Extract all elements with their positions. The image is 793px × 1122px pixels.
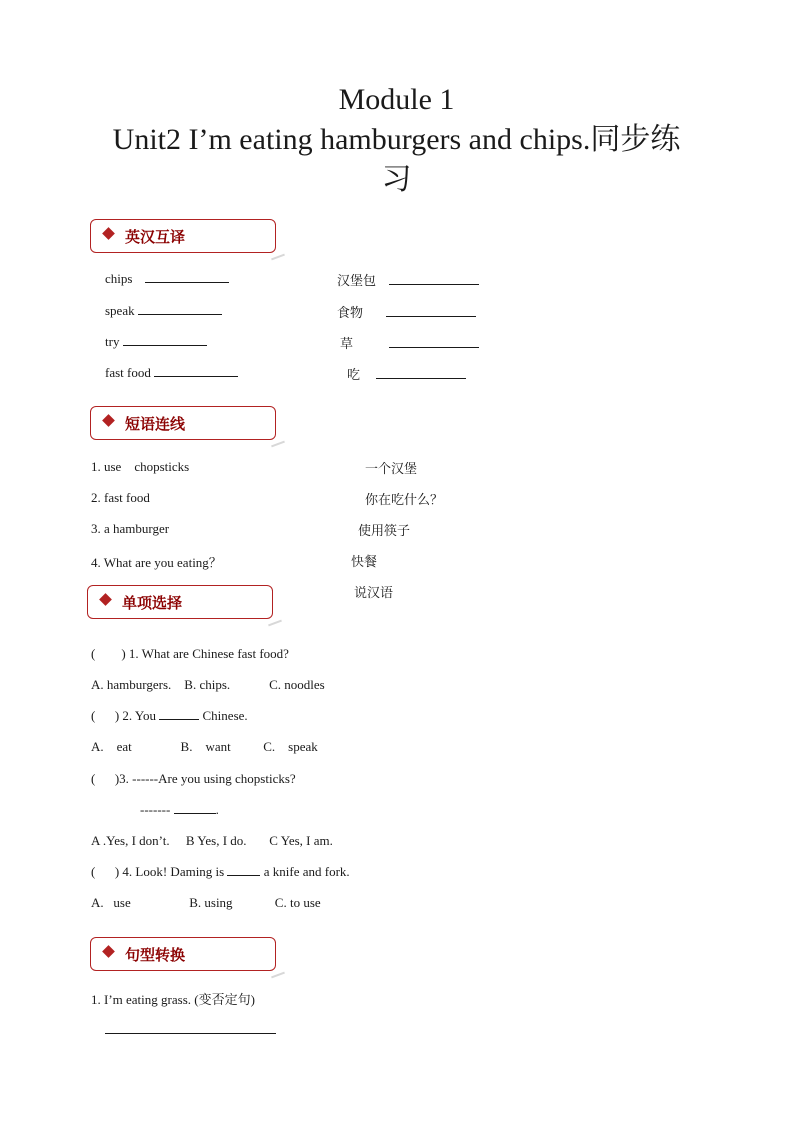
question-text: Chinese. (202, 708, 248, 723)
answer-blank[interactable] (174, 802, 216, 814)
answer-blank[interactable] (138, 303, 222, 315)
translate-item (347, 364, 466, 383)
title-unit-cont: 习 (381, 163, 412, 196)
question-4-options: A. use B. using C. to use (91, 895, 321, 910)
word: chips (105, 271, 133, 286)
match-left-item[interactable]: 4. What are you eating？ (91, 555, 222, 570)
translate-item (105, 271, 229, 287)
question-4 (91, 864, 350, 880)
word: 草 (340, 337, 354, 352)
answer-blank[interactable] (389, 336, 479, 348)
section-header-choice (87, 585, 273, 619)
question-1-options: A. hamburgers. B. chips. C. noodles (91, 677, 325, 692)
match-right-item[interactable]: 一个汉堡 (365, 462, 418, 477)
translate-item (105, 303, 222, 319)
answer-blank[interactable] (154, 365, 238, 377)
question-3-options: A .Yes, I don’t. B Yes, I do. C Yes, I am. (91, 833, 333, 848)
question-text: ------- (140, 802, 174, 817)
section-title: 单项选择 (122, 594, 183, 612)
diamond-icon (102, 414, 115, 427)
question-text: ( ) 4. Look! Daming is (91, 864, 225, 879)
answer-blank[interactable] (123, 334, 207, 346)
translate-item (340, 333, 479, 352)
answer-blank[interactable] (376, 367, 466, 379)
question-1: ( ) 1. What are Chinese fast food? (91, 646, 289, 661)
answer-blank[interactable] (389, 273, 479, 285)
translate-item (105, 334, 207, 350)
match-left-item[interactable]: 1. use chopsticks (91, 459, 190, 474)
translate-item (337, 302, 476, 321)
word: 汉堡包 (337, 274, 377, 289)
diamond-icon (102, 227, 115, 240)
question-3: ( )3. ------Are you using chopsticks? (91, 771, 296, 786)
question-text: . (215, 802, 219, 817)
question-3-reply (140, 802, 219, 818)
section-title: 短语连线 (125, 415, 186, 433)
section-header-translate (90, 219, 276, 253)
question-2-options: A. eat B. want C. speak (91, 739, 318, 754)
translate-item (105, 365, 238, 381)
match-right-item[interactable]: 说汉语 (354, 586, 394, 601)
answer-blank[interactable] (227, 864, 260, 876)
translate-item (337, 270, 479, 289)
match-right-item[interactable]: 你在吃什么？ (365, 493, 444, 508)
word: fast food (105, 365, 151, 380)
section-title: 句型转换 (125, 946, 186, 964)
transform-question-1: 1. I’m eating grass. (变否定句) (91, 992, 255, 1007)
question-2 (91, 708, 248, 724)
answer-line[interactable] (105, 1033, 276, 1034)
diamond-icon (99, 593, 112, 606)
question-text: ( ) 2. You (91, 708, 157, 723)
word: try (105, 334, 120, 349)
match-left-item[interactable]: 2. fast food (91, 490, 150, 505)
section-header-transform (90, 937, 276, 971)
match-right-item[interactable]: 使用筷子 (358, 524, 411, 539)
word: speak (105, 303, 135, 318)
match-left-item[interactable]: 3. a hamburger (91, 521, 170, 536)
answer-blank[interactable] (159, 708, 199, 720)
word: 食物 (337, 306, 364, 321)
section-title: 英汉互译 (125, 228, 186, 246)
diamond-icon (102, 945, 115, 958)
section-header-matching (90, 406, 276, 440)
answer-blank[interactable] (386, 305, 476, 317)
title-module: Module 1 (338, 83, 455, 116)
question-text: a knife and fork. (263, 864, 350, 879)
answer-blank[interactable] (145, 271, 229, 283)
word: 吃 (347, 368, 361, 383)
title-unit: Unit2 I’m eating hamburgers and chips.同步练 (112, 123, 681, 156)
match-right-item[interactable]: 快餐 (351, 555, 378, 570)
